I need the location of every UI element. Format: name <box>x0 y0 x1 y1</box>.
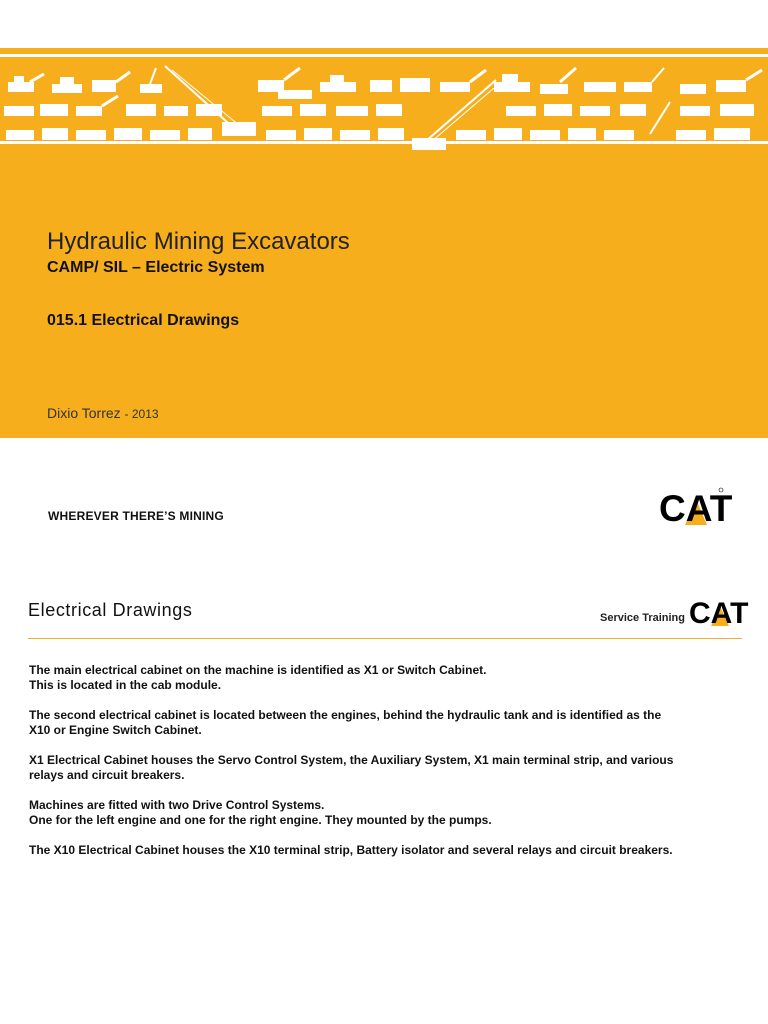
paragraph <box>29 798 739 828</box>
text-line: Machines are fitted with two Drive Control Systems. <box>29 798 325 812</box>
text-line: relays and circuit breakers. <box>29 768 185 782</box>
author-line <box>47 405 159 421</box>
yellow-banner <box>0 48 768 438</box>
service-training-label: Service Training <box>600 612 685 624</box>
text-line: X1 Electrical Cabinet houses the Servo Control System, the Auxiliary System, X1 main terminal strip, and various <box>29 753 674 767</box>
text-line: The second electrical cabinet is located between the engines, behind the hydraulic tank and is identified as the <box>29 708 662 722</box>
paragraph <box>29 843 739 858</box>
text-line: One for the left engine and one for the right engine. They mounted by the pumps. <box>29 813 492 827</box>
paragraph <box>29 753 739 783</box>
text-line: X10 or Engine Switch Cabinet. <box>29 723 202 737</box>
text-line: The main electrical cabinet on the machine is identified as X1 or Switch Cabinet. <box>29 663 487 677</box>
author-name: Dixio Torrez <box>47 405 121 421</box>
top-margin <box>0 0 768 48</box>
module-title: 015.1 Electrical Drawings <box>47 312 240 329</box>
cat-logo-small-icon <box>689 594 749 630</box>
cat-logo-text: CAT <box>659 488 733 529</box>
author-year: - 2013 <box>124 407 159 421</box>
body-text <box>29 663 739 873</box>
text-line: The X10 Electrical Cabinet houses the X10 terminal strip, Battery isolator and several relays and circuit breakers. <box>29 843 673 857</box>
title-divider <box>28 638 742 639</box>
presentation-title: Hydraulic Mining Excavators <box>47 228 350 255</box>
paragraph <box>29 708 739 738</box>
tagline: WHEREVER THERE’S MINING <box>48 509 224 523</box>
paragraph <box>29 663 739 693</box>
presentation-subtitle: CAMP/ SIL – Electric System <box>47 259 265 276</box>
text-line: This is located in the cab module. <box>29 678 222 692</box>
cat-logo-small-text: CAT <box>689 597 749 630</box>
content-slide <box>0 570 768 1024</box>
slide-title: Electrical Drawings <box>28 600 193 620</box>
banner-bottom-line <box>0 141 768 144</box>
cat-logo-icon <box>659 485 733 529</box>
banner-top-line <box>0 54 768 57</box>
